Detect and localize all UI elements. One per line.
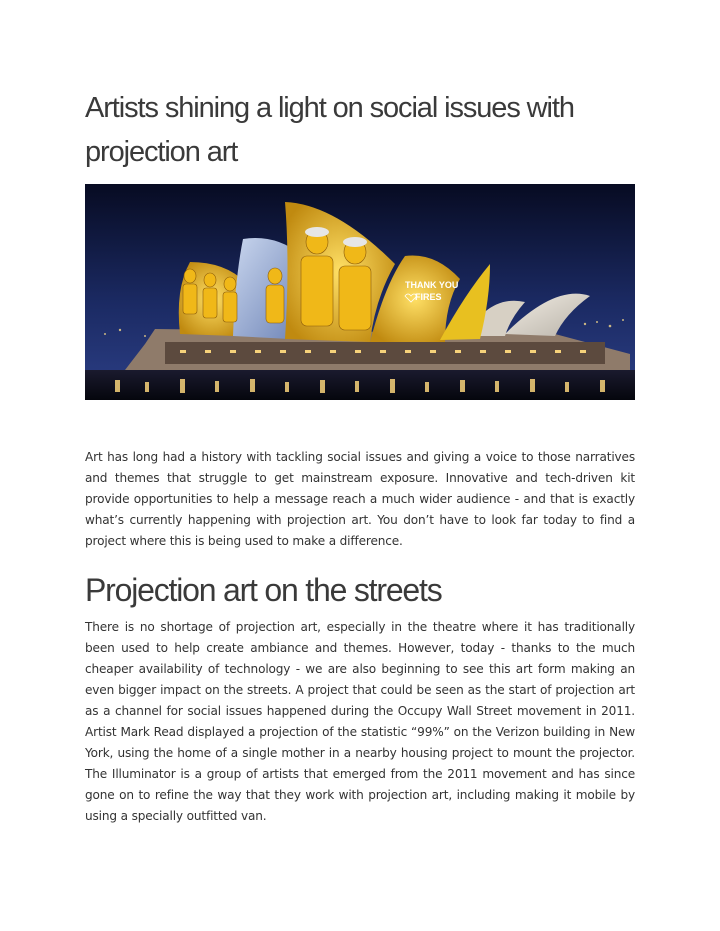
hero-image [85,184,635,400]
intro-paragraph: Art has long had a history with tackling social issues and giving a voice to those narratives and themes that struggle to get mainstream exposure. Innovative and tech-driven kit provide opportunities to help a message reach a much wider audience - and that is exactly what’s currently happening with projection art. You don’t have to look far today to find a project where this is being used to make a difference. [85,450,635,548]
opera-house-projection-illustration [85,184,635,400]
article-title: Artists shining a light on social issues with projection art [85,92,574,168]
projection-sign-line2: FIRES [415,292,442,302]
section-heading: Projection art on the streets [85,572,442,608]
projection-sign-line1: THANK YOU [405,280,459,290]
section-paragraph: There is no shortage of projection art, especially in the theatre where it has traditionally been used to help create ambiance and themes. However, today - thanks to the much cheaper availability of technology - we are also beginning to see this art form making an even bigger impact on the streets. A project that could be seen as the start of projection art as a channel for social issues happened during the Occupy Wall Street movement in 2011. Artist Mark Read displayed a projection of the statistic “99%” on the Verizon building in New York, using the home of a single mother in a nearby housing project to mount the projector. The Illuminator is a group of artists that emerged from the 2011 movement and has since gone on to refine the way that they work with projection art, including making it mobile by using a specially outfitted van. [85,620,635,823]
